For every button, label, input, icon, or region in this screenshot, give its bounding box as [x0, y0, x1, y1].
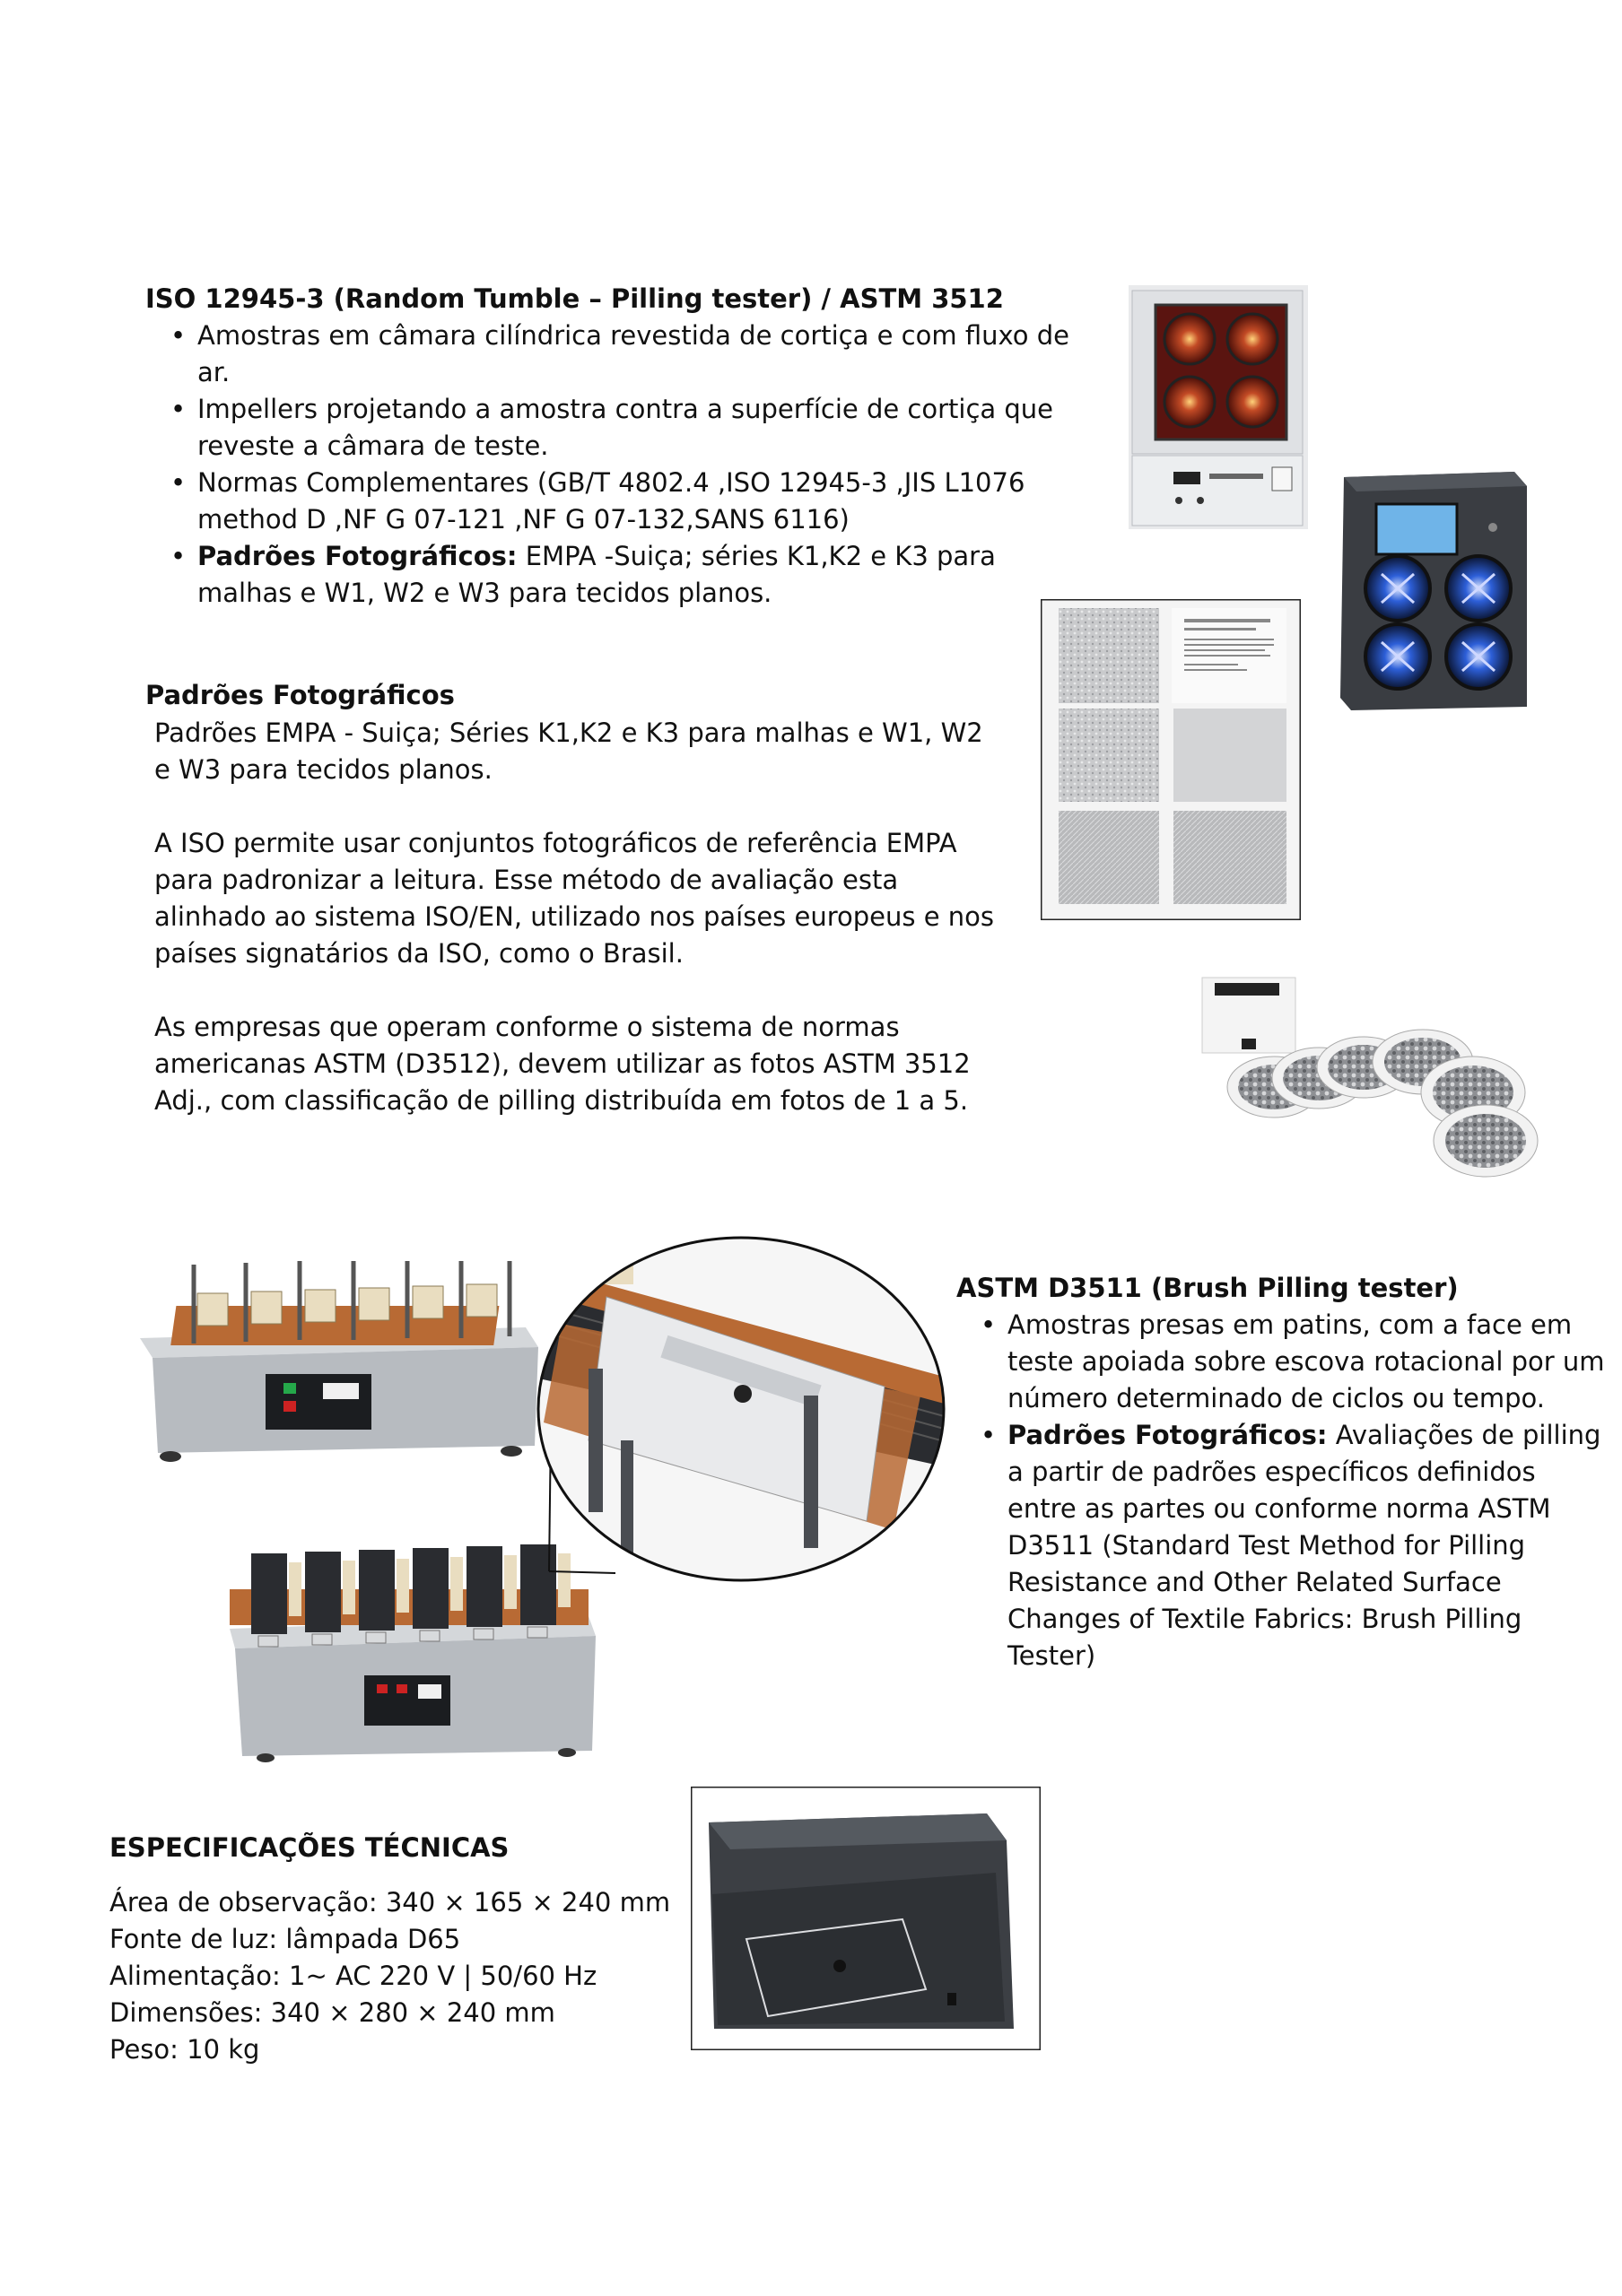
iso-bullet: • Normas Complementares (GB/T 4802.4 ,ISO 12945-3 ,JIS L1076 method D ,NF G 07-121 ,NF G 07-132,SANS 6116) — [197, 465, 1072, 538]
iso-bullet-list — [197, 317, 1094, 612]
padroes-paragraph: Padrões EMPA - Suiça; Séries K1,K2 e K3 para malhas e W1, W2 e W3 para tecidos planos. — [154, 718, 983, 785]
iso-section — [145, 281, 1069, 612]
spec-line: Área de observação: 340 × 165 × 240 mm — [109, 1887, 671, 1918]
astm-bullet-list — [1007, 1307, 1609, 1674]
padroes-heading: Padrões Fotográficos — [145, 680, 455, 710]
random-tumble-tester-image — [1129, 285, 1308, 529]
cork-disc-samples-image — [1199, 974, 1550, 1196]
astm-section — [956, 1270, 1605, 1674]
dark-tumble-tester-image — [1335, 468, 1534, 716]
padroes-paragraph: A ISO permite usar conjuntos fotográficos de referência EMPA para padronizar a leitura. Esse método de avaliação esta alinhado ao sistema ISO/EN, utilizado nos países europeus e nos países signatários da ISO, como o Brasil. — [154, 828, 995, 969]
spec-line: Fonte de luz: lâmpada D65 — [109, 1924, 461, 1954]
astm-bullet: • Padrões Fotográficos: Avaliações de pilling a partir de padrões específicos definidos entre as partes ou conforme norma ASTM D3511 (Standard Test Method for Pilling Resistance and Other Related Surface Changes of Textile Fabrics: Brush Pilling Tester) — [1007, 1417, 1609, 1674]
iso-bullet: • Impellers projetando a amostra contra a superfície de cortiça que reveste a câmara de teste. — [197, 391, 1072, 465]
spec-line: Alimentação: 1~ AC 220 V | 50/60 Hz — [109, 1961, 597, 1991]
photographic-standards-image — [1041, 599, 1301, 920]
astm-heading: ASTM D3511 (Brush Pilling tester) — [956, 1273, 1459, 1303]
padroes-section — [145, 677, 1007, 1119]
spec-line: Dimensões: 340 × 280 × 240 mm — [109, 1997, 555, 2028]
brush-pilling-tester-image — [126, 1257, 544, 1465]
iso-bullet: • Amostras em câmara cilíndrica revestida de cortiça e com fluxo de ar. — [197, 317, 1072, 391]
specs-heading: ESPECIFICAÇÕES TÉCNICAS — [109, 1832, 510, 1863]
astm-bullet: • Amostras presas em patins, com a face em teste apoiada sobre escova rotacional por um número determinado de ciclos ou tempo. — [1007, 1307, 1609, 1417]
brush-detail-zoom-image — [535, 1234, 947, 1584]
iso-bullet: • Padrões Fotográficos: EMPA -Suiça; séries K1,K2 e K3 para malhas e W1, W2 e W3 para tecidos planos. — [197, 538, 1072, 612]
iso-heading: ISO 12945-3 (Random Tumble – Pilling tester) / ASTM 3512 — [145, 283, 1004, 314]
specs-section — [109, 1830, 737, 2068]
viewing-cabinet-image — [691, 1787, 1041, 2050]
spec-line: Peso: 10 kg — [109, 2034, 260, 2065]
padroes-paragraph: As empresas que operam conforme o sistema de normas americanas ASTM (D3512), devem utilizar as fotos ASTM 3512 Adj., com classificação de pilling distribuída em fotos de 1 a 5. — [154, 1012, 971, 1116]
